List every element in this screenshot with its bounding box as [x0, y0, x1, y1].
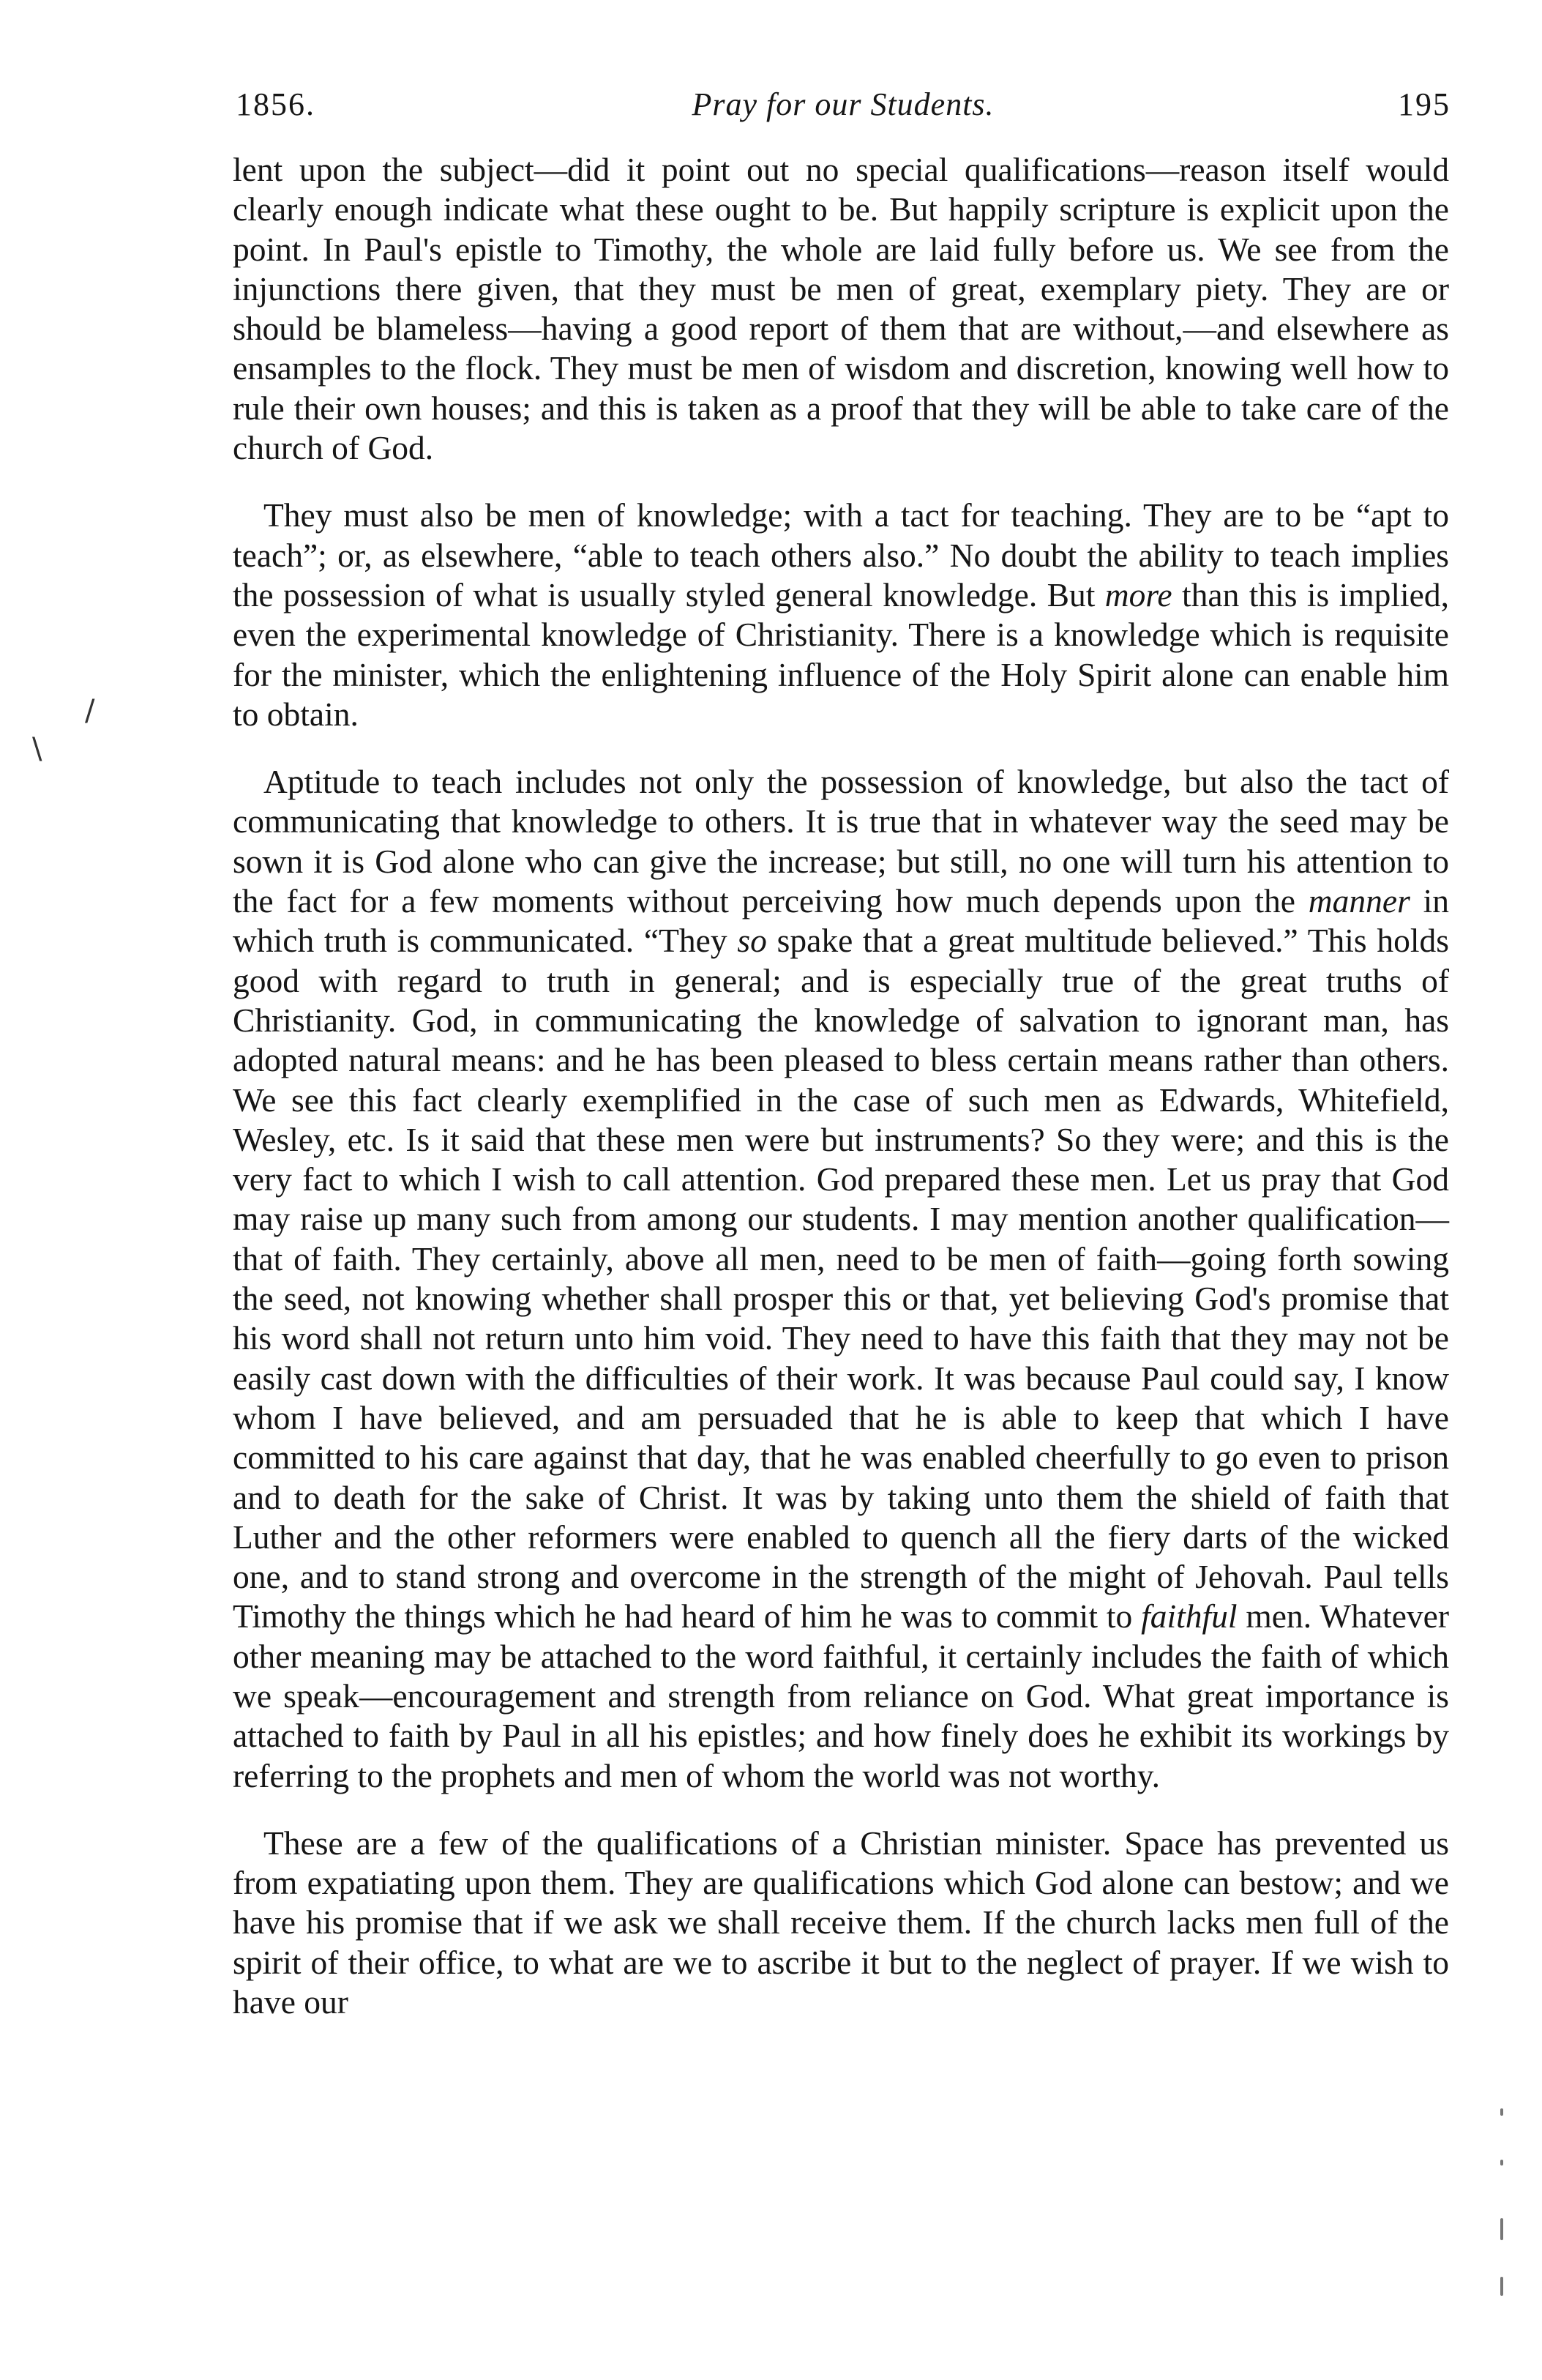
paragraph-3-text-a: Aptitude to teach includes not only the possession of knowledge, but also the tact of communicating that knowledge to others. It is true that in whatever way the seed may be sown it is God alone who can give the increase; but still, no one will turn his attention to the fact for a few moments without perceiving how much depends upon the [233, 763, 1449, 920]
paragraph-3-emphasis-so: so [737, 922, 767, 960]
speck [1500, 2108, 1503, 2116]
paragraph-4: These are a few of the qualifications of a Christian minister. Space has prevented us from expatiating upon them. They are qualifications which God alone can bestow; and we have his promise that if we ask we shall receive them. If the church lacks men full of the spirit of their office, to what are we to ascribe it but to the neglect of prayer. If we wish to have our [233, 1824, 1449, 2021]
paragraph-3-text-c: spake that a great multitude believed.” This holds good with regard to truth in general; and is especially true of the great truths of Christianity. God, in communicating the knowledge of salvation to ignorant man, has adopted natural means: and he has been pleased to bless certain means rather than others. We see this fact clearly exemplified in the case of such men as Edwards, Whitefield, Wesley, etc. Is it said that these men were but instruments? So they were; and this is the very fact to which I wish to call attention. God prepared these men. Let us pray that God may raise up many such from among our students. I may mention another qualification—that of faith. They certainly, above all men, need to be men of faith—going forth sowing the seed, not knowing whether shall prosper this or that, yet believing God's promise that his word shall not return unto him void. They need to have this faith that they may not be easily cast down with the difficulties of their work. It was because Paul could say, I know whom I have believed, and am persuaded that he is able to keep that which I have committed to his care against that day, that he was enabled cheerfully to go even to prison and to death for the sake of Christ. It was by taking unto them the shield of faith that Luther and the other reformers were enabled to quench all the fiery darts of the wicked one, and to stand strong and overcome in the strength of the might of Jehovah. Paul tells Timothy the things which he had heard of him he was to commit to [233, 922, 1449, 1635]
paragraph-3-text-d: men. Whatever other meaning may be attached to the word faithful, it certainly includes the faith of which we speak—encouragement and strength from reliance on God. What great importance is attached to faith by Paul in all his epistles; and how finely does he exhibit its workings by referring to the prophets and men of whom the world was not worthy. [233, 1597, 1449, 1794]
header-title: Pray for our Students. [692, 86, 995, 122]
header-year: 1856. [236, 86, 315, 122]
paragraph-2-text-a: They must also be men of knowledge; with a tact for teaching. They are to be “apt to teach”; or, as elsewhere, “able to teach others also.” No doubt the ability to teach implies the possession of what is usually styled general knowledge. But [233, 496, 1449, 613]
margin-pencil-mark-upper: / [85, 694, 95, 728]
paragraph-2-emphasis: more [1104, 575, 1172, 613]
speck [1500, 2160, 1503, 2165]
paragraph-3 [233, 762, 1449, 1796]
speck [1500, 2218, 1503, 2240]
paragraph-1: lent upon the subject—did it point out no special qualifications—reason itself would clearly enough indicate what these ought to be. But happily scripture is explicit upon the point. In Paul's epistle to Timothy, the whole are laid fully before us. We see from the injunctions there given, that they must be men of great, exemplary piety. They are or should be blameless—having a good report of them that are without,—and elsewhere as ensamples to the flock. They must be men of wisdom and discretion, knowing well how to rule their own houses; and this is taken as a proof that they will be able to take care of the church of God. [233, 151, 1449, 467]
paragraph-3-emphasis-faithful: faithful [1141, 1597, 1238, 1635]
article-body [233, 150, 1449, 2050]
running-head [236, 79, 1451, 130]
paragraph-2 [233, 496, 1449, 734]
paragraph-3-emphasis-manner: manner [1308, 882, 1410, 920]
paragraph-3-text-b: in which truth is communicated. “They [233, 882, 1449, 960]
margin-pencil-mark-lower: \ [32, 732, 42, 766]
page-number: 195 [1398, 86, 1451, 122]
paragraph-2-text-b: than this is implied, even the experimental knowledge of Christianity. There is a knowledge which is requisite for the minister, which the enlightening influence of the Holy Spirit alone can enable him to obtain. [233, 575, 1450, 733]
speck [1500, 2277, 1503, 2296]
binding-edge-specks [1500, 2108, 1515, 2328]
